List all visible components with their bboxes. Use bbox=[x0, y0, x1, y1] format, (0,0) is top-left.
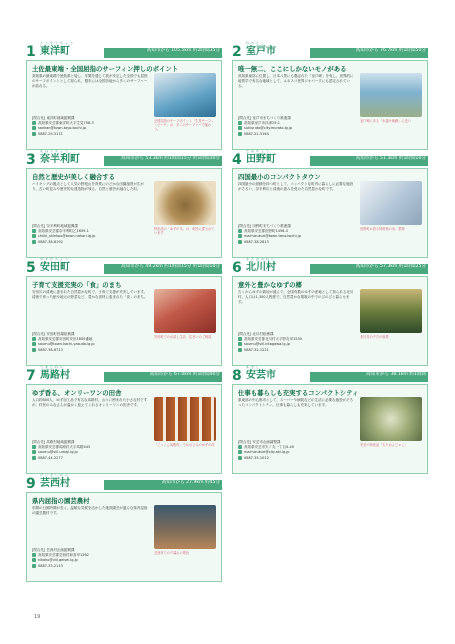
town-card bbox=[26, 365, 222, 474]
mail-icon bbox=[32, 234, 36, 238]
photo-caption: 芸西村での夕暮れの景色 bbox=[154, 551, 190, 555]
town-photo bbox=[360, 73, 422, 117]
town-header bbox=[26, 149, 222, 168]
town-body: ハイキングの拠点として人気の野根山を背景にのどかな田園風景が広がり、古い町並みや歴史的な建造物が残る、自然と歴史が融合した町。 bbox=[32, 182, 144, 191]
phone-icon bbox=[238, 132, 242, 136]
email-text[interactable]: chiiki_shinkou@town.nahari.lg.jp bbox=[38, 234, 96, 239]
town-ruby: やすだちょう bbox=[40, 257, 71, 261]
contact-label: [問合先] 奈半利町地域振興課 bbox=[32, 224, 78, 228]
access-info: 高知市から 27.9km 約45分 bbox=[161, 480, 220, 485]
town-number: 8 bbox=[232, 368, 242, 384]
town-photo bbox=[154, 289, 216, 333]
email-text[interactable]: kikaku@vill.geisei.lg.jp bbox=[38, 558, 78, 563]
access-info: 高知市から 67.0km 約1時間40分 bbox=[149, 372, 220, 377]
town-header bbox=[232, 149, 428, 168]
town-body: 古くからゆずの栽培が盛んで、全国有数のゆずの産地として知られる北川村。人口は1,300人程度で、自然豊かな環境の中でのびのびと暮らせます。 bbox=[238, 290, 354, 304]
phone-icon bbox=[32, 564, 36, 568]
contact-label: [問合先] 馬路村地域振興課 bbox=[32, 440, 75, 444]
contact-info bbox=[238, 440, 354, 461]
town-body: 高知県の最東端で徳島県と接し、年間を通じて波が安定した全国でも屈指のサーフポイントとして知られ、週末には全国各地から多くのサーファーが訪れる。 bbox=[32, 74, 148, 88]
access-stripe bbox=[104, 372, 222, 382]
town-body: 年間の日照時間が長く、温暖な気候を活かした施設園芸が盛んな県内屈指の園芸農村です。 bbox=[32, 506, 148, 515]
town-ruby: きたがわむら bbox=[246, 257, 277, 261]
tel-text: 0887-38-6713 bbox=[38, 347, 63, 352]
town-ruby: うまじむら bbox=[40, 365, 66, 369]
address-icon bbox=[238, 229, 242, 233]
contact-label: [問合先] 東洋町地域振興課 bbox=[32, 116, 75, 120]
phone-icon bbox=[32, 132, 36, 136]
contact-info bbox=[238, 224, 354, 245]
address-icon bbox=[238, 121, 242, 125]
town-body: 人口約800人、ゆず加工品で有名な馬路村。山々に囲まれた小さな村ですが、村民のみなさんが温かく迎えてくれるオンリーワンの田舎です。 bbox=[32, 398, 148, 407]
town-card bbox=[232, 365, 428, 474]
town-photo bbox=[154, 73, 216, 117]
town-card bbox=[232, 149, 428, 258]
access-stripe bbox=[310, 48, 428, 58]
photo-caption: 全国屈指のサーフポイント「生見サーフィンビーチ」は、多くのサーファーで賑わう。 bbox=[154, 119, 214, 131]
town-ruby: たのちょう bbox=[246, 149, 272, 153]
contact-label: [問合先] 芸西村企画振興課 bbox=[32, 548, 75, 552]
town-title: 自然と歴史が美しく融合する bbox=[32, 173, 116, 181]
address-text: 高知県安芸郡東洋町大字生見758-3 bbox=[38, 121, 94, 126]
photo-caption: 「ごっくん馬路村」でおなじみのゆずの村 bbox=[154, 443, 215, 447]
tel-line bbox=[238, 132, 354, 137]
mail-icon bbox=[32, 558, 36, 562]
photo-caption: 北川村の夕方の風景 bbox=[360, 335, 389, 339]
address-text: 高知県室戸市浮津25-1 bbox=[244, 121, 280, 126]
address-icon bbox=[238, 337, 242, 341]
address-icon bbox=[32, 445, 36, 449]
mail-icon bbox=[32, 342, 36, 346]
access-stripe bbox=[104, 48, 222, 58]
contact-info bbox=[238, 116, 354, 137]
contact-info bbox=[32, 116, 148, 137]
contact-info bbox=[32, 224, 148, 245]
town-number: 6 bbox=[232, 260, 242, 276]
tel-text: 0887-22-5164 bbox=[244, 131, 269, 136]
tel-line bbox=[32, 564, 148, 569]
tel-text: 0887-29-3111 bbox=[38, 131, 63, 136]
address-text: 高知県安芸郡芸西村和食甲1262 bbox=[38, 553, 89, 558]
town-ruby: げいせいむら bbox=[40, 473, 71, 477]
address-text: 高知県安芸市矢ノ丸一丁目4-40 bbox=[244, 445, 294, 450]
page-number: 19 bbox=[34, 614, 41, 620]
access-info: 高知市から 53.3km 約1時間15分 約1時間30分 bbox=[120, 156, 220, 161]
address-text: 高知県安芸郡田野町1456-4 bbox=[244, 229, 288, 234]
town-card bbox=[26, 257, 222, 366]
town-number: 5 bbox=[26, 260, 36, 276]
town-name: 安田町 bbox=[40, 262, 70, 273]
tel-text: 0887-35-1012 bbox=[244, 455, 269, 460]
town-title: 子育て支援充実の「食」のまち bbox=[32, 281, 122, 289]
contact-label: [問合先] 田野町まちづくり推進課 bbox=[238, 224, 291, 228]
town-name: 田野町 bbox=[246, 154, 276, 165]
mail-icon bbox=[238, 234, 242, 238]
access-info: 高知市から 105.5km 約2時間35分 bbox=[146, 48, 220, 53]
address-icon bbox=[32, 121, 36, 125]
town-header bbox=[232, 365, 428, 384]
tel-text: 0887-32-1221 bbox=[244, 347, 269, 352]
tel-line bbox=[238, 456, 354, 461]
tel-text: 0887-38-2813 bbox=[244, 239, 269, 244]
photo-caption: 特産品の「ゆずの木」は、町民に愛されています bbox=[154, 227, 215, 235]
tel-text: 0887-44-2277 bbox=[38, 455, 63, 460]
email-text[interactable]: soumu@vill.umaji.lg.jp bbox=[38, 450, 78, 455]
town-photo bbox=[360, 397, 422, 441]
town-body: 高知県東部に位置し、日本八景にも選ばれた「室戸岬」を有し、世界的に地質学で有名な地域として、ユネスコ世界ジオパークにも認定されている。 bbox=[238, 74, 354, 88]
town-title: 県内屈指の園芸農村 bbox=[32, 497, 90, 505]
address-icon bbox=[238, 445, 242, 449]
town-number: 1 bbox=[26, 44, 36, 60]
mail-icon bbox=[238, 126, 242, 130]
access-stripe bbox=[104, 480, 222, 490]
tel-line bbox=[238, 240, 354, 245]
town-card bbox=[26, 473, 222, 582]
town-photo bbox=[360, 181, 422, 225]
contact-info bbox=[32, 440, 148, 461]
access-info: 高知市から 38.1km 約1時間 bbox=[366, 372, 426, 377]
access-info: 高知市から 76.7km 約1時間50分 bbox=[355, 48, 426, 53]
address-icon bbox=[32, 553, 36, 557]
town-title: 土佐最東端・全国屈指のサーフィン押しのポイント bbox=[32, 65, 179, 73]
town-title: 四国最小のコンパクトタウン bbox=[238, 173, 321, 181]
town-title: 仕事も暮らしも充実するコンパクトシティ bbox=[238, 389, 359, 397]
email-text[interactable]: machizukuri@city.aki.lg.jp bbox=[244, 450, 290, 455]
town-header bbox=[26, 365, 222, 384]
town-card bbox=[26, 149, 222, 258]
access-stripe bbox=[104, 156, 222, 166]
town-card bbox=[232, 257, 428, 366]
phone-icon bbox=[32, 240, 36, 244]
contact-info bbox=[32, 332, 148, 353]
town-header bbox=[26, 41, 222, 60]
mail-icon bbox=[32, 126, 36, 130]
tel-text: 0887-38-8192 bbox=[38, 239, 63, 244]
town-number: 9 bbox=[26, 476, 36, 492]
contact-label: [問合先] 安芸市企画調整課 bbox=[238, 440, 281, 444]
address-text: 高知県安芸郡北川村大字野友甲1530 bbox=[244, 337, 302, 342]
town-title: ゆず香る、オンリーワンの田舎 bbox=[32, 389, 122, 397]
photo-caption: 安芸の特産品「ちりめんじゃこ」 bbox=[360, 443, 408, 447]
access-stripe bbox=[310, 156, 428, 166]
town-photo bbox=[154, 397, 216, 441]
town-photo bbox=[154, 505, 216, 549]
town-ruby: とうようちょう bbox=[40, 41, 76, 45]
town-ruby: なはりちょう bbox=[40, 149, 71, 153]
contact-info bbox=[238, 332, 354, 353]
town-header bbox=[26, 473, 222, 492]
contact-info bbox=[32, 548, 148, 569]
access-info: 高知市から 49.2km 約1時間15分 約1時間10分 bbox=[120, 264, 220, 269]
town-name: 安芸市 bbox=[246, 370, 276, 381]
contact-label: [問合先] 北川村総務課 bbox=[238, 332, 274, 336]
town-card bbox=[232, 41, 428, 150]
photo-caption: 田野町が誇る特産物の米、果物 bbox=[360, 227, 405, 231]
phone-icon bbox=[238, 348, 242, 352]
town-header bbox=[232, 257, 428, 276]
town-number: 7 bbox=[26, 368, 36, 384]
contact-label: [問合先] 室戸市まちづくり推進課 bbox=[238, 116, 291, 120]
town-body: 四国最小の面積を持つ町として、コンパクトな町内に暮らしに必要な施設がそろい、奈半利川と清流の恵みを受けた自然豊かな町です。 bbox=[238, 182, 354, 191]
town-box bbox=[232, 168, 428, 258]
phone-icon bbox=[32, 348, 36, 352]
town-box bbox=[26, 60, 222, 150]
town-box bbox=[26, 168, 222, 258]
town-body: 県東部の中心都市として、スーパーや病院などの生活に必要な施設がそろったコンパクトシティ。仕事も暮らしも充実しています。 bbox=[238, 398, 354, 407]
email-text[interactable]: machizukuri@town.tano.kochi.jp bbox=[244, 234, 301, 239]
town-title: 唯一無二、ここにしかないモノがある bbox=[238, 65, 347, 73]
town-body: 安田川の清流に恵まれた自然豊かな町で、子育て支援が充実しています。清流で育った鮎や地元の野菜など、豊かな食材に恵まれた「食」のまち。 bbox=[32, 290, 148, 299]
tel-line bbox=[238, 348, 354, 353]
email-text[interactable]: sukiuruto@city.muroto.lg.jp bbox=[244, 126, 293, 131]
address-icon bbox=[32, 229, 36, 233]
address-text: 高知県安芸郡安田町安田1850番地 bbox=[38, 337, 93, 342]
photo-caption: 安田町でのお試し生活、住まいのご相談 bbox=[154, 335, 212, 339]
town-header bbox=[26, 257, 222, 276]
access-stripe bbox=[310, 372, 428, 382]
email-text[interactable]: soumu@town.kochi-yasuda.lg.jp bbox=[38, 342, 95, 347]
phone-icon bbox=[32, 456, 36, 460]
email-text[interactable]: sankan@town.toyo.kochi.jp bbox=[38, 126, 86, 131]
town-box bbox=[232, 384, 428, 474]
access-stripe bbox=[310, 264, 428, 274]
town-name: 馬路村 bbox=[40, 370, 70, 381]
tel-text: 0887-33-2113 bbox=[38, 563, 63, 568]
town-name: 奈半利町 bbox=[40, 154, 80, 165]
town-box bbox=[26, 276, 222, 366]
town-header bbox=[232, 41, 428, 60]
town-box bbox=[232, 276, 428, 366]
town-box bbox=[232, 60, 428, 150]
town-ruby: あきし bbox=[246, 365, 262, 369]
town-name: 芸西村 bbox=[40, 478, 70, 489]
mail-icon bbox=[238, 342, 242, 346]
town-number: 3 bbox=[26, 152, 36, 168]
access-stripe bbox=[104, 264, 222, 274]
contact-label: [問合先] 安田町役場総務課 bbox=[32, 332, 75, 336]
town-photo bbox=[154, 181, 216, 225]
town-box bbox=[26, 384, 222, 474]
tel-line bbox=[32, 456, 148, 461]
mail-icon bbox=[238, 450, 242, 454]
phone-icon bbox=[238, 240, 242, 244]
photo-caption: 室戸岬にある「水掛け地蔵」に近い bbox=[360, 119, 411, 123]
town-photo bbox=[360, 289, 422, 333]
tel-line bbox=[32, 240, 148, 245]
email-text[interactable]: soumu@vill.kitagawa.lg.jp bbox=[244, 342, 290, 347]
town-name: 室戸市 bbox=[246, 46, 276, 57]
tel-line bbox=[32, 348, 148, 353]
town-grid bbox=[26, 41, 428, 590]
access-info: 高知市から 57.3km 約1時間25分 bbox=[355, 264, 426, 269]
access-info: 高知市から 51.3km 約1時間10分 bbox=[355, 156, 426, 161]
town-number: 2 bbox=[232, 44, 242, 60]
town-box bbox=[26, 492, 222, 582]
address-text: 高知県安芸郡馬路村大字馬路443 bbox=[38, 445, 91, 450]
mail-icon bbox=[32, 450, 36, 454]
tel-line bbox=[32, 132, 148, 137]
address-icon bbox=[32, 337, 36, 341]
town-title: 意外と豊かなゆずの郷 bbox=[238, 281, 302, 289]
town-name: 北川村 bbox=[246, 262, 276, 273]
phone-icon bbox=[238, 456, 242, 460]
town-ruby: むろとし bbox=[246, 41, 267, 45]
town-card bbox=[26, 41, 222, 150]
town-number: 4 bbox=[232, 152, 242, 168]
town-name: 東洋町 bbox=[40, 46, 70, 57]
address-text: 高知県安芸郡奈半利町乙1659-1 bbox=[38, 229, 89, 234]
